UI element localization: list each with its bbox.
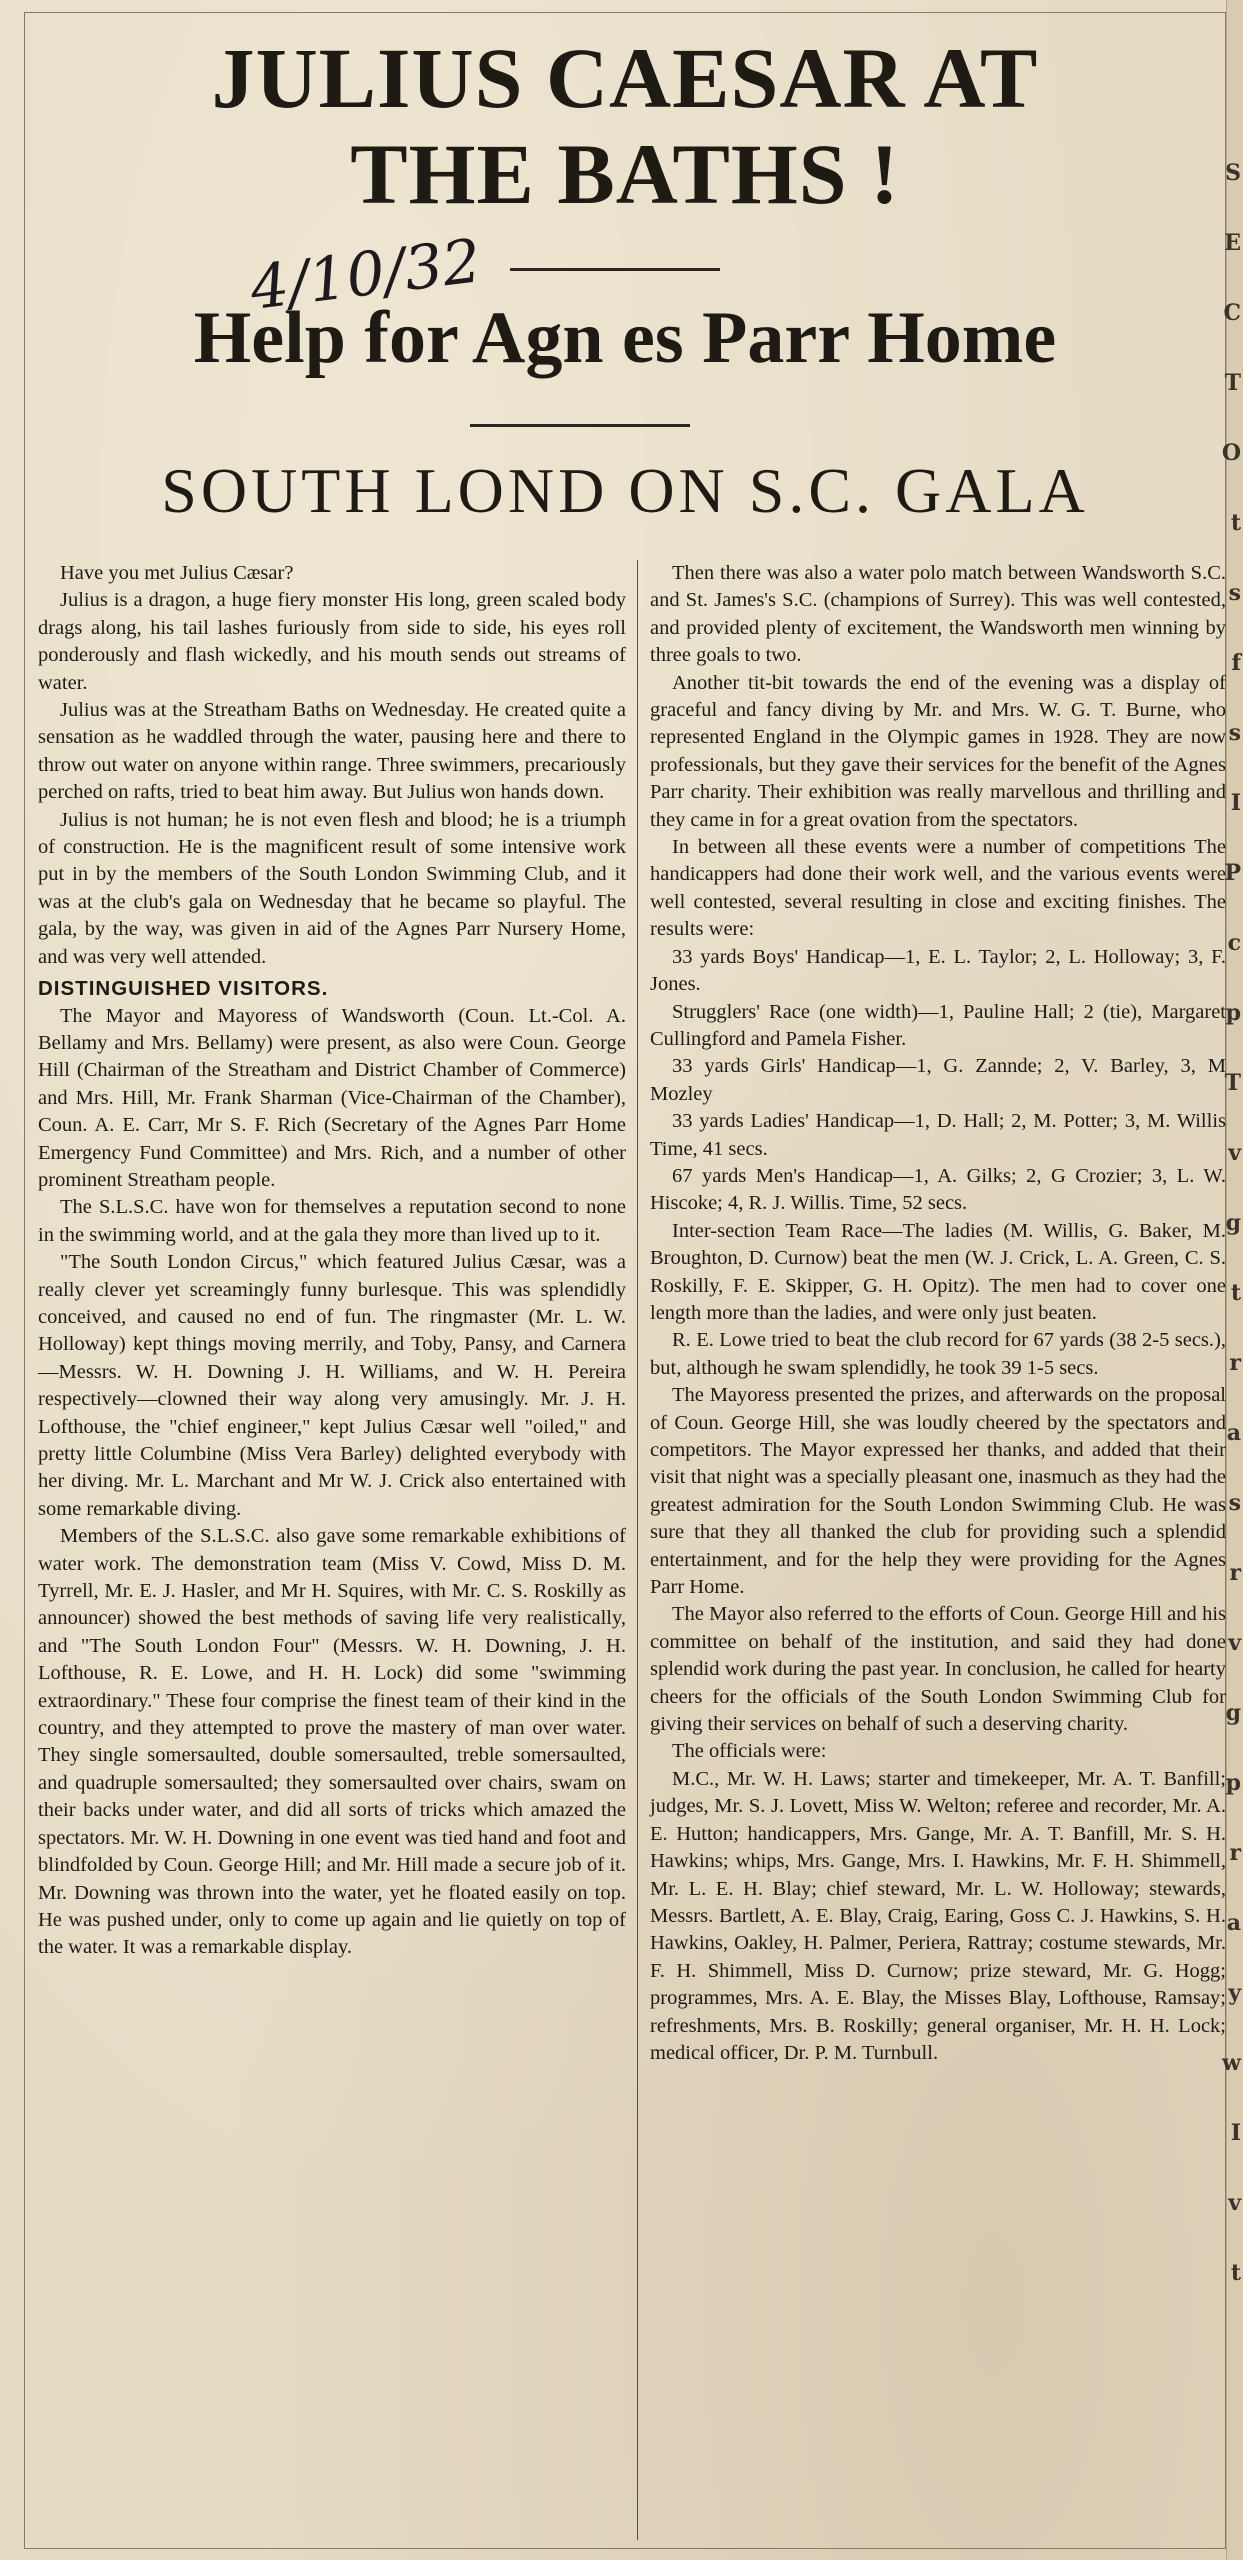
edge-letter: c <box>1227 930 1241 956</box>
paragraph: Julius is a dragon, a huge fiery monster His long, green scaled body drags along, his tail lashes furiously from side to side, his eyes roll ponderously and flash wickedly, and his mouth sends out streams of water. <box>38 589 626 694</box>
result-entry: 33 yards Girls' Handicap—1, G. Zannde; 2, V. Barley, 3, M Mozley <box>650 1055 1226 1105</box>
edge-letter: g <box>1225 1700 1241 1726</box>
paragraph: Julius is not human; he is not even flesh and blood; he is a triumph of construction. He is the magnificent result of some intensive work put in by the members of the South London Swimming Club, and it was at the club's gala on Wednesday that he became so playful. The gala, by the way, was given in aid of the Agnes Parr Nursery Home, and was very well attended. <box>38 808 626 968</box>
edge-letter: I <box>1230 2120 1241 2146</box>
paragraph: In between all these events were a number of competitions The handicappers had done their work well, and the various events were well contested, several resulting in close and exciting finishes. The results were: <box>650 836 1226 941</box>
edge-letter: g <box>1225 1210 1241 1236</box>
paragraph: The Mayor and Mayoress of Wandsworth (Coun. Lt.-Col. A. Bellamy and Mrs. Bellamy) were present, as also were Coun. George Hill (Chairman of the Streatham and District Chamber of Commerce) and Mrs. Hill, Mr. Frank Sharman (Vice-Chairman of the Chamber), Coun. A. E. Carr, Mr S. F. Rich (Secretary of the Agnes Parr Home Emergency Fund Committee) and Mrs. Rich, and a number of other prominent Streatham people. <box>38 1004 626 1191</box>
adjacent-column-edge <box>1221 0 1243 2560</box>
edge-letter: T <box>1224 1070 1241 1096</box>
edge-letter: O <box>1221 440 1241 466</box>
edge-letter: T <box>1224 370 1241 396</box>
result-entry: 33 yards Boys' Handicap—1, E. L. Taylor; 2, L. Holloway; 3, F. Jones. <box>650 945 1226 996</box>
result-entry: Strugglers' Race (one width)—1, Pauline Hall; 2 (tie), Margaret Cullingford and Pamela Fisher. <box>650 1000 1226 1050</box>
short-rule-top <box>510 268 720 271</box>
paragraph: Then there was also a water polo match between Wandsworth S.C. and St. James's S.C. (champions of Surrey). This was well contested, and provided plenty of excitement, the Wandsworth men winning by three goals to two. <box>650 562 1226 667</box>
paragraph: R. E. Lowe tried to beat the club record for 67 yards (38 2-5 secs.), but, although he swam splendidly, he took 39 1-5 secs. <box>650 1329 1226 1379</box>
edge-letter: a <box>1226 1420 1241 1446</box>
section-title: SOUTH LOND ON S.C. GALA <box>161 455 1089 526</box>
edge-letter: r <box>1229 1350 1241 1376</box>
result-entry: 67 yards Men's Handicap—1, A. Gilks; 2, G Crozier; 3, L. W. Hiscoke; 4, R. J. Willis. Time, 52 secs. <box>650 1164 1226 1215</box>
edge-letter: v <box>1228 1140 1241 1166</box>
edge-letter: v <box>1228 2190 1241 2216</box>
paragraph: Julius was at the Streatham Baths on Wednesday. He created quite a sensation as he waddled through the water, pausing here and there to throw out water on anyone within range. Three swimmers, precariously perched on rafts, tried to beat him away. But Julius won hands down. <box>38 699 626 804</box>
edge-letter: S <box>1225 160 1241 186</box>
subheading-distinguished-visitors: DISTINGUISHED VISITORS. <box>38 977 329 1001</box>
paragraph: The officials were: <box>672 1740 827 1763</box>
edge-letter: v <box>1228 1630 1241 1656</box>
result-entry: 33 yards Ladies' Handicap—1, D. Hall; 2, M. Potter; 3, M. Willis Time, 41 secs. <box>650 1110 1226 1160</box>
short-rule-middle <box>470 424 690 427</box>
edge-letter: t <box>1230 2260 1241 2286</box>
edge-letter: p <box>1225 1770 1241 1796</box>
edge-letter: P <box>1224 860 1241 886</box>
paragraph: The Mayor also referred to the efforts of Coun. George Hill and his committee on behalf of the institution, and said they had done splendid work during the past year. In conclusion, he called for hearty cheers for the officials of the South London Swimming Club for giving their services on behalf of such a deserving charity. <box>650 1603 1226 1736</box>
edge-letter: f <box>1231 650 1241 676</box>
edge-letter: t <box>1230 510 1241 536</box>
paragraph: The Mayoress presented the prizes, and afterwards on the proposal of Coun. George Hill, she was loudly cheered by the spectators and competitors. The Mayor expressed her thanks, and added that their visit that night was a specially pleasant one, inasmuch as they had the greatest admiration for the South London Swimming Club. He was sure that they all thanked the club for providing such a splendid entertainment, and for the help they were providing for the Agnes Parr Home. <box>650 1384 1226 1599</box>
edge-letter: s <box>1228 1490 1241 1516</box>
paragraph: Have you met Julius Cæsar? <box>60 562 294 584</box>
handwritten-date: 4/10/32 <box>246 226 485 324</box>
edge-letter: t <box>1230 1280 1241 1306</box>
edge-letter: r <box>1229 1560 1241 1586</box>
headline <box>40 30 1210 223</box>
edge-letter: w <box>1222 2050 1241 2076</box>
column-divider <box>637 560 638 2540</box>
paragraph: "The South London Circus," which featured Julius Cæsar, was a really clever yet screamingly funny burlesque. This was splendidly conceived, and caused no end of fun. The ringmaster (Mr. L. W. Holloway) kept things moving merrily, and Toby, Pansy, and Carnera—Messrs. W. H. Downing J. H. Williams, and W. H. Pereira respectively—clowned their way along very amusingly. Mr. J. H. Lofthouse, the "chief engineer," kept Julius Cæsar well "oiled," and pretty little Columbine (Miss Vera Barley) delighted everybody with her diving. Mr. L. Marchant and Mr W. J. Crick also entertained with some remarkable diving. <box>38 1251 626 1520</box>
officials-list: M.C., Mr. W. H. Laws; starter and timekeeper, Mr. A. T. Banfill; judges, Mr. S. J. Lovett, Miss W. Welton; referee and recorder, Mr. A. E. Hutton; handicappers, Mrs. Gange, Mr. A. T. Banfill, Mr. S. H. Hawkins; whips, Mrs. Gange, Mrs. I. Hawkins, Mr. F. H. Shimmell, Mr. L. E. H. Blay; chief steward, Mr. L. W. Holloway; stewards, Messrs. Bartlett, A. E. Blay, Craig, Earing, Goss C. J. Hawkins, S. H. Hawkins, Oakley, H. Palmer, Periera, Rattray; costume stewards, Mr. F. H. Shimmell, Miss D. Curnow; prize steward, Mr. G. Hogg; programmes, Mrs. A. E. Blay, the Misses Blay, Lofthouse, Ramsay; refreshments, Mrs. B. Roskilly; general organiser, Mr. H. H. Lock; medical officer, Dr. P. M. Turnbull. <box>650 1767 1226 2064</box>
result-entry: Inter-section Team Race—The ladies (M. Willis, G. Baker, M. Broughton, D. Curnow) beat the men (W. J. Crick, L. A. Green, C. S. Roskilly, F. E. Skipper, G. H. Opitz). The men had to cover one length more than the ladies, and were only just beaten. <box>650 1219 1226 1324</box>
left-column <box>38 560 626 1962</box>
edge-letter: p <box>1225 1000 1241 1026</box>
subheadline: Help for Agn es Parr Home <box>193 297 1057 379</box>
paragraph: Another tit-bit towards the end of the evening was a display of graceful and fancy diving by Mr. and Mrs. W. G. T. Burne, who represented England in the Olympic games in 1928. They are now professionals, but they gave their services for the benefit of the Agnes Parr charity. Their exhibition was really marvellous and thrilling and they came in for a great ovation from the spectators. <box>650 671 1226 831</box>
edge-letter: s <box>1228 720 1241 746</box>
edge-letter: r <box>1229 1840 1241 1866</box>
right-column <box>650 560 1226 2067</box>
edge-letter: I <box>1230 790 1241 816</box>
edge-letter: E <box>1224 230 1241 256</box>
paragraph: The S.L.S.C. have won for themselves a reputation second to none in the swimming world, and at the gala they more than lived up to it. <box>38 1196 626 1246</box>
headline-line-2: THE BATHS ! <box>350 126 900 223</box>
edge-letter: y <box>1228 1980 1241 2006</box>
headline-line-1: JULIUS CAESAR AT <box>211 30 1039 126</box>
edge-letter: C <box>1223 300 1241 326</box>
edge-letter: a <box>1226 1910 1241 1936</box>
paragraph: Members of the S.L.S.C. also gave some remarkable exhibitions of water work. The demonstration team (Miss V. Cowd, Miss D. M. Tyrrell, Mr. E. J. Hasler, and Mr H. Squires, with Mr. C. S. Roskilly as announcer) showed the best methods of saving life very realistically, and "The South London Four" (Messrs. W. H. Downing, J. H. Lofthouse, R. E. Lowe, and H. H. Lock) did some "swimming extraordinary." These four comprise the finest team of their kind in the country, and they attempted to prove the mastery of man over water. They single somersaulted, double somersaulted, treble somersaulted, and quadruple somersaulted; they somersaulted over chairs, swam on their backs under water, and did all sorts of tricks which amazed the spectators. Mr. W. H. Downing in one event was tied hand and foot and blindfolded by Coun. George Hill; and Mr. Hill made a secure job of it. Mr. Downing was thrown into the water, yet he floated easily on top. He was pushed under, only to come up again and lie quietly on top of the water. It was a remarkable display. <box>38 1525 626 1959</box>
edge-letter: s <box>1228 580 1241 606</box>
